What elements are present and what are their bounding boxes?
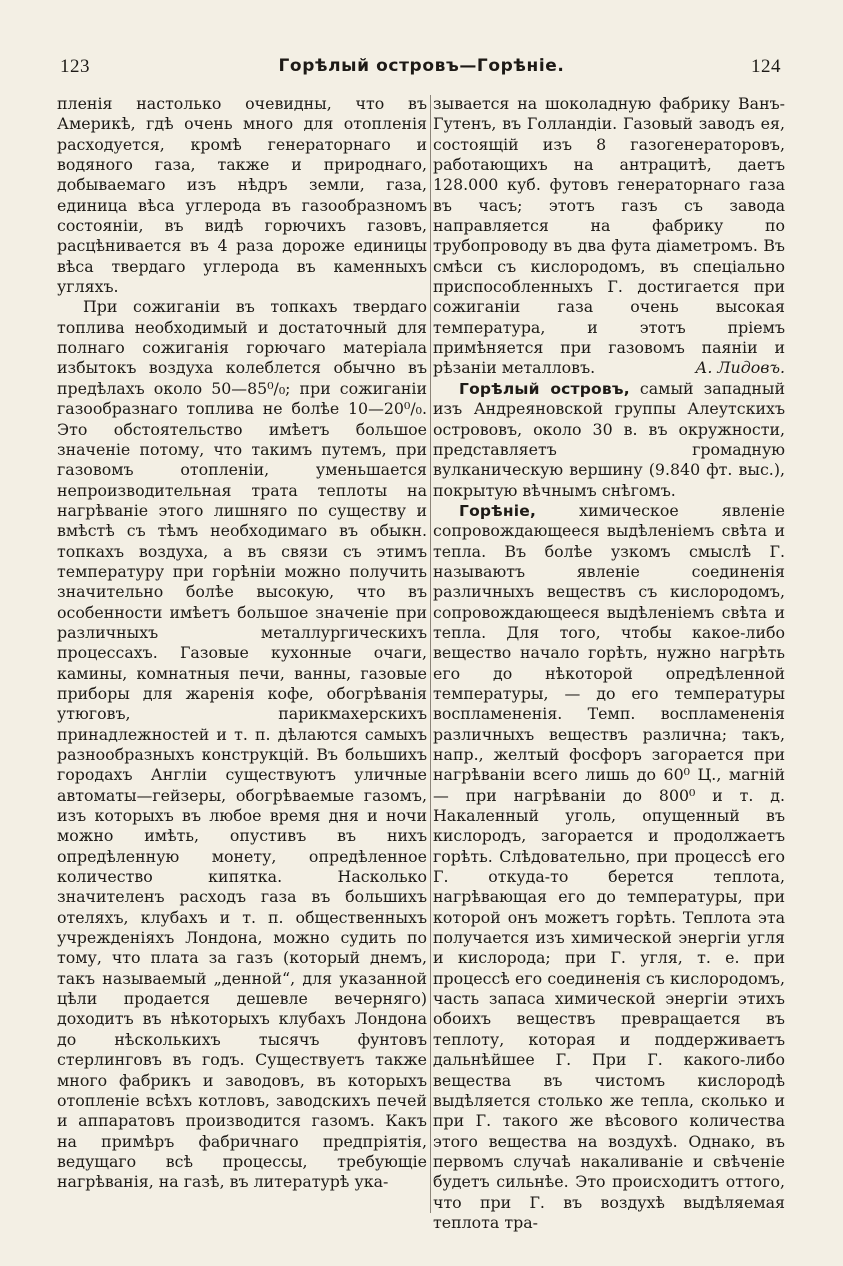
right-column bbox=[433, 94, 785, 1233]
entry-gorely-ostrov bbox=[433, 379, 785, 501]
continuation-text: зывается на шоколадную фабрику Ванъ-Гутенъ, въ Голландіи. Газовый заводъ ея, состоящій изъ 8 газогенераторовъ, работающихъ на антрацитѣ, даетъ 128.000 куб. футовъ генераторнаго газа въ часъ; этотъ газъ съ завода направляется на фабрику по трубопроводу въ два фута діаметромъ. Въ смѣси съ кислородомъ, въ спеціально приспособленныхъ Г. достигается при сожиганіи газа очень высокая температура, и этотъ пріемъ примѣняется при газовомъ паяніи и рѣзаніи металловъ. bbox=[433, 94, 785, 378]
running-header bbox=[0, 56, 843, 86]
left-paragraph-1: пленія настолько очевидны, что въ Америкѣ, гдѣ очень много для отопленія расходуется, кромѣ генераторнаго и водяного газа, также и природнаго, добываемаго изъ нѣдръ земли, газа, единица вѣса углерода въ газообразномъ состояніи, въ видѣ горючихъ газовъ, расцѣнивается въ 4 раза дороже единицы вѣса твердаго углерода въ каменныхъ угляхъ. bbox=[57, 94, 427, 297]
left-column bbox=[57, 94, 427, 1193]
entry-text: химическое явленіе сопровождающееся выдѣленіемъ свѣта и тепла. Въ болѣе узкомъ смыслѣ Г. называютъ явленіе соединенія различныхъ веществъ съ кислородомъ, сопровождающееся выдѣленіемъ свѣта и тепла. Для того, чтобы какое-либо вещество начало горѣть, нужно нагрѣть его до нѣкоторой опредѣленной температуры, — до его температуры воспламененія. Темп. воспламененія различныхъ веществъ различна; такъ, напр., желтый фосфоръ загорается при нагрѣваніи всего лишь до 60⁰ Ц., магній — при нагрѣваніи до 800⁰ и т. д. Накаленный уголь, опущенный въ кислородъ, загорается и продолжаетъ горѣть. Слѣдовательно, при процессѣ его Г. откуда-то берется теплота, нагрѣвающая его до температуры, при которой онъ можетъ горѣть. Теплота эта получается изъ химической энергіи угля и кислорода; при Г. угля, т. е. при процессѣ его соединенія съ кислородомъ, часть запаса химической энергіи этихъ обоихъ веществъ превращается въ теплоту, которая и поддерживаетъ дальнѣйшее Г. При Г. какого-либо вещества въ чистомъ кислородѣ выдѣляется столько же тепла, сколько и при Г. такого же вѣсового количества этого вещества на воздухѣ. Однако, въ первомъ случаѣ накаливаніе и свѣченіе будетъ сильнѣе. Это происходитъ оттого, что при Г. въ воздухѣ выдѣляемая теплота тра- bbox=[433, 500, 785, 1232]
page-number-left: 123 bbox=[60, 56, 90, 77]
column-divider bbox=[430, 95, 431, 1213]
entry-headword: Горѣлый островъ, bbox=[459, 379, 630, 398]
entry-gorenie bbox=[433, 501, 785, 1233]
page-number-right: 124 bbox=[751, 56, 781, 77]
entry-text: самый западный изъ Андреяновской группы Алеутскихъ острововъ, около 30 в. въ окружности, представляетъ громадную вулканическую вершину (9.840 фт. выс.), покрытую вѣчнымъ снѣгомъ. bbox=[433, 378, 785, 500]
author-signature: А. Лидовъ. bbox=[695, 358, 785, 378]
running-title: Горѣлый островъ—Горѣніе. bbox=[278, 56, 565, 76]
entry-headword: Горѣніе, bbox=[459, 501, 537, 520]
right-paragraph-1 bbox=[433, 94, 785, 379]
left-paragraph-2: При сожиганіи въ топкахъ твердаго топлива необходимый и достаточный для полнаго сожиганія горючаго матеріала избытокъ воздуха колеблется обычно въ предѣлахъ около 50—85⁰/₀; при сожиганіи газообразнаго топлива не болѣе 10—20⁰/₀. Это обстоятельство имѣетъ большое значеніе потому, что такимъ путемъ, при газовомъ отопленіи, уменьшается непроизводительная трата теплоты на нагрѣваніе этого лишняго по существу и вмѣстѣ съ тѣмъ необходимаго въ обыкн. топкахъ воздуха, а въ связи съ этимъ температуру при горѣніи можно получить значительно болѣе высокую, что въ особенности имѣетъ большое значеніе при различныхъ металлургическихъ процессахъ. Газовые кухонные очаги, камины, комнатныя печи, ванны, газовые приборы для жаренія кофе, обогрѣванія утюговъ, парикмахерскихъ принадлежностей и т. п. дѣлаются самыхъ разнообразныхъ конструкцій. Въ большихъ городахъ Англіи существуютъ уличные автоматы—гейзеры, обогрѣваемые газомъ, изъ которыхъ въ любое время дня и ночи можно имѣть, опустивъ въ нихъ опредѣленную монету, опредѣленное количество кипятка. Насколько значителенъ расходъ газа въ большихъ отеляхъ, клубахъ и т. п. общественныхъ учрежденіяхъ Лондона, можно судить по тому, что плата за газъ (который днемъ, такъ называемый „денной“, для указанной цѣли продается дешевле вечерняго) доходитъ въ нѣкоторыхъ клубахъ Лондона до нѣсколькихъ тысячъ фунтовъ стерлинговъ въ годъ. Существуетъ также много фабрикъ и заводовъ, въ которыхъ отопленіе всѣхъ котловъ, заводскихъ печей и аппаратовъ производится газомъ. Какъ на примѣръ фабричнаго предпріятія, ведущаго всѣ процессы, требующіе нагрѣванія, на газѣ, въ литературѣ ука- bbox=[57, 297, 427, 1192]
